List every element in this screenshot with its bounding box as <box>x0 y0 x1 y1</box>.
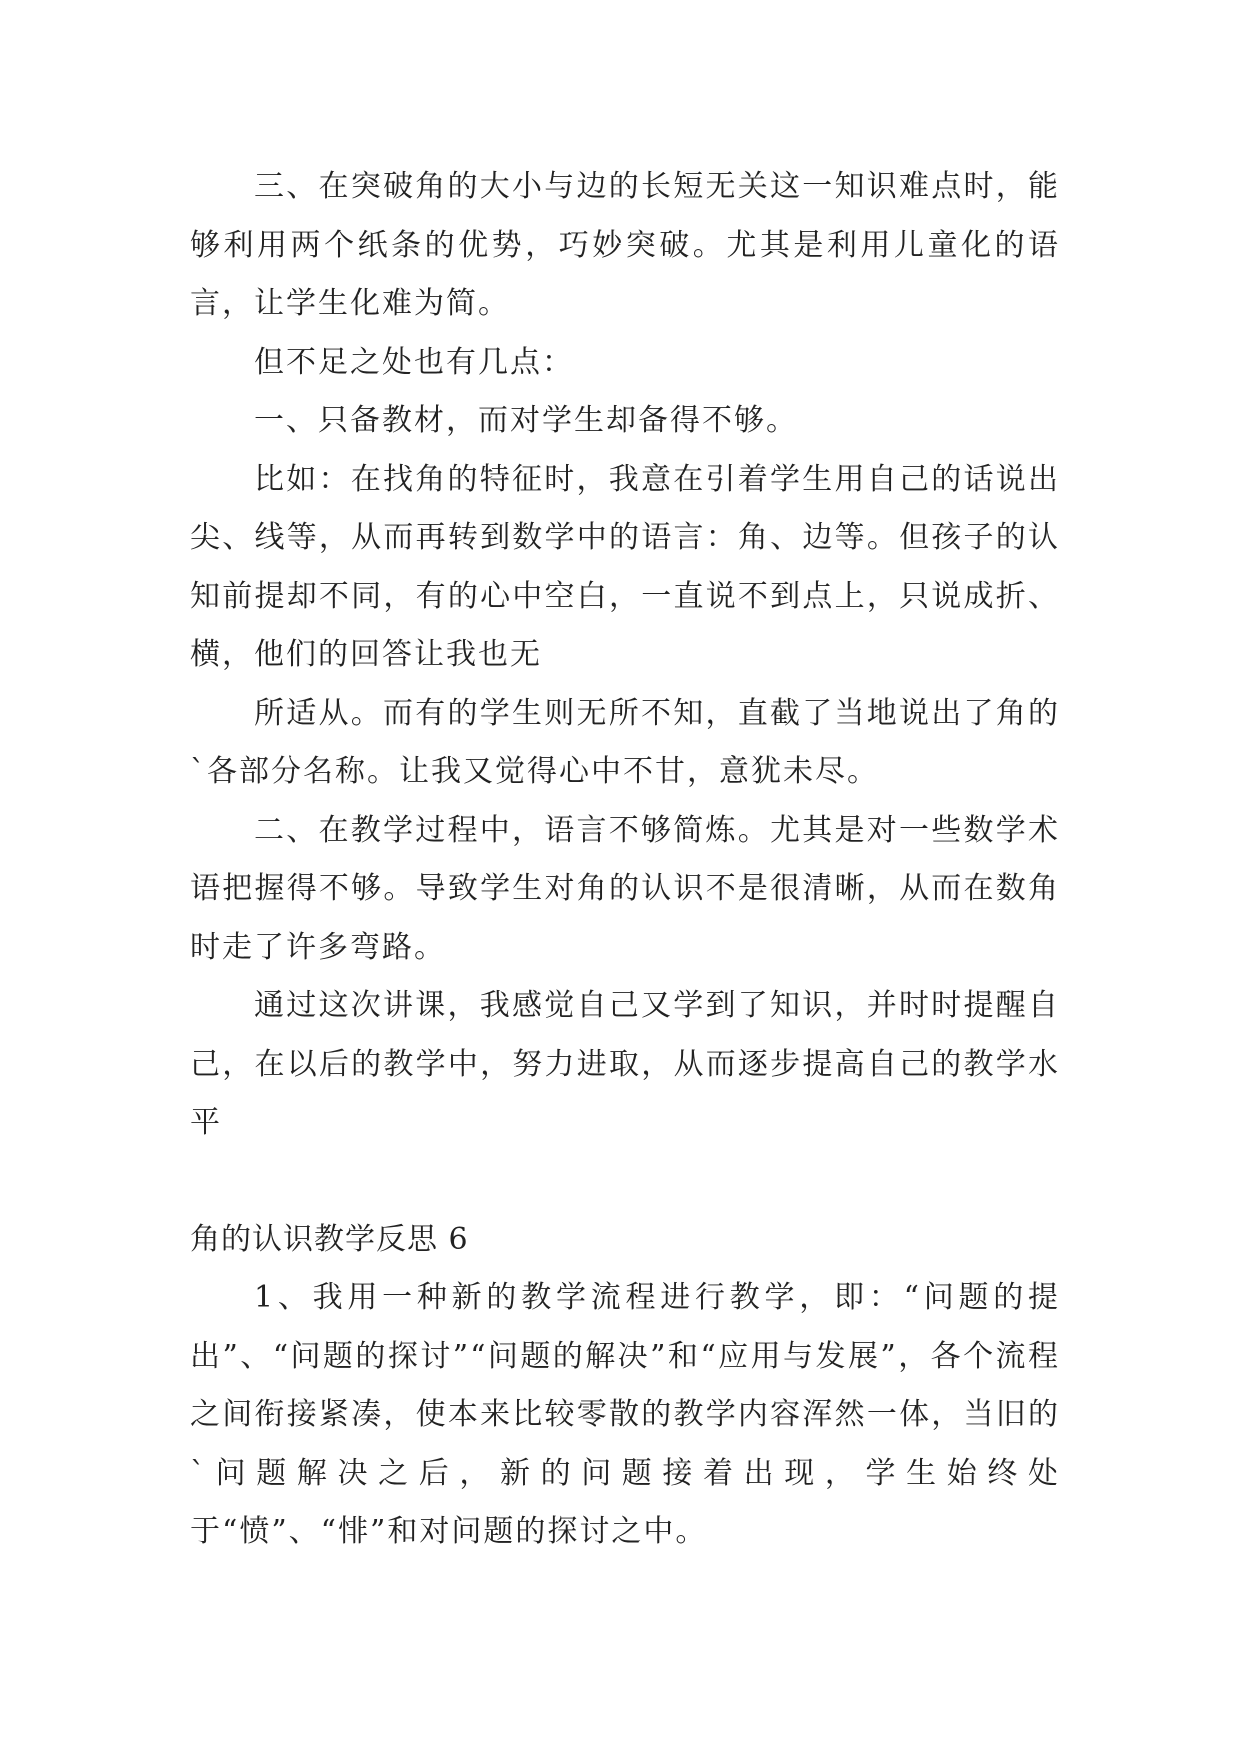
paragraph: 一、只备教材，而对学生却备得不够。 <box>254 403 798 438</box>
paragraph: 所适从。而有的学生则无所不知，直截了当地说出了角的`各部分名称。让我又觉得心中不甘，意犹未尽。 <box>190 695 1060 789</box>
paragraph: 比如：在找角的特征时，我意在引着学生用自己的话说出尖、线等，从而再转到数学中的语言：角、边等。但孩子的认知前提却不同，有的心中空白，一直说不到点上，只说成折、横，他们的回答让我也无 <box>190 461 1060 672</box>
paragraph: 二、在教学过程中，语言不够简炼。尤其是对一些数学术语把握得不够。导致学生对角的认识不是很清晰，从而在数角时走了许多弯路。 <box>190 812 1060 965</box>
paragraph: 但不足之处也有几点： <box>254 344 574 380</box>
paragraph: 通过这次讲课，我感觉自己又学到了知识，并时时提醒自己，在以后的教学中，努力进取，从而逐步提高自己的教学水平 <box>190 988 1060 1140</box>
paragraph: 三、在突破角的大小与边的长短无关这一知识难点时，能够利用两个纸条的优势，巧妙突破。尤其是利用儿童化的语言，让学生化难为简。 <box>190 169 1060 321</box>
paragraph: 1、我用一种新的教学流程进行教学，即：“问题的提出”、“问题的探讨”“问题的解决”和“应用与发展”，各个流程之间衔接紧凑，使本来比较零散的教学内容浑然一体，当旧的`问题解决之后，新的问题接着出现，学生始终处于“愤”、“悱”和对问题的探讨之中。 <box>190 1280 1060 1549</box>
document-body <box>190 158 1060 1562</box>
section-title: 角的认识教学反思 6 <box>190 1221 469 1257</box>
